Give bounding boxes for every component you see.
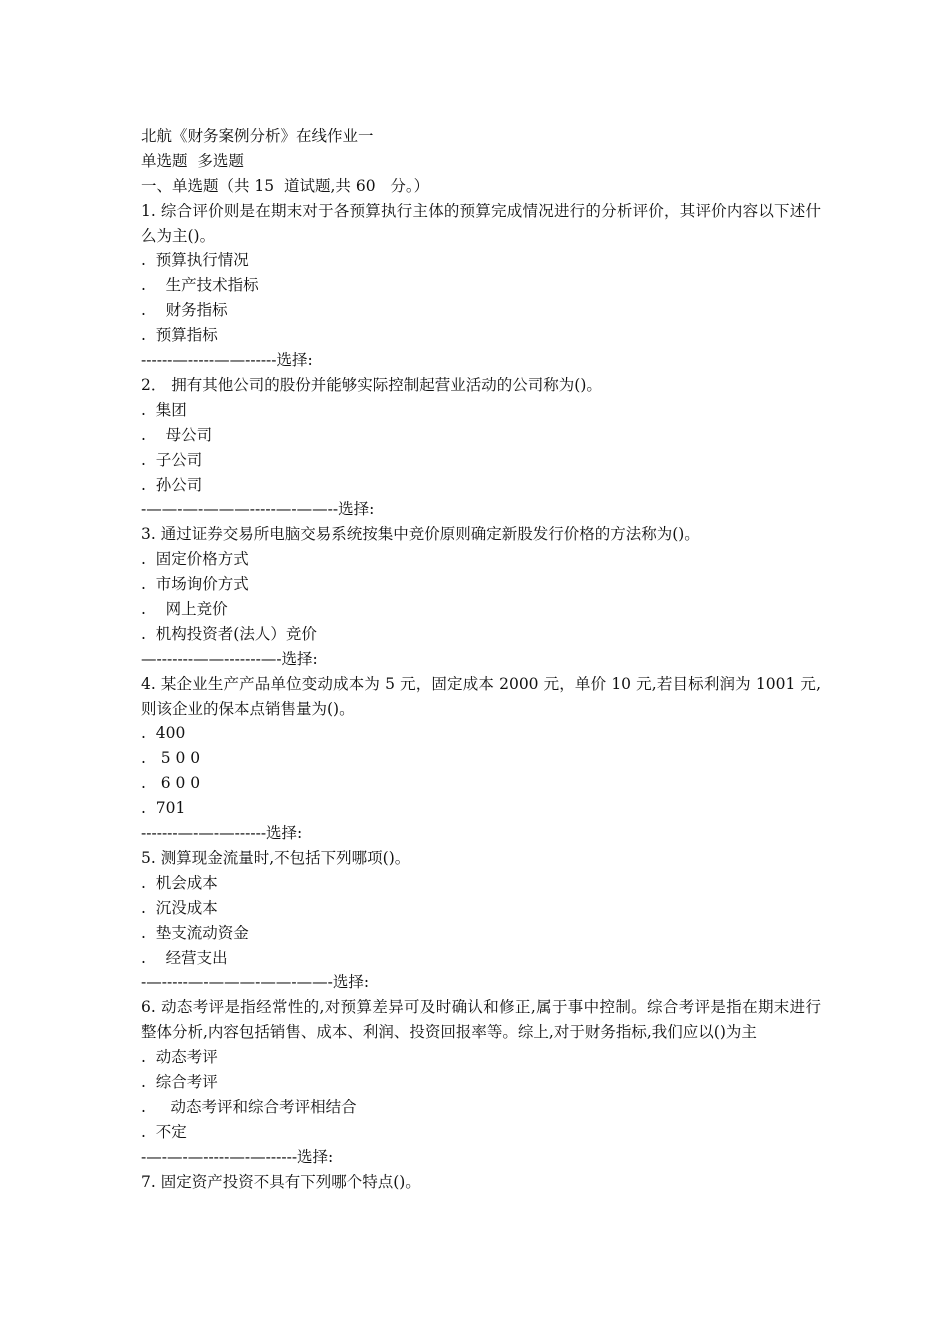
answer-separator: ------—-----——------选择:	[141, 351, 313, 370]
option-c: . 垫支流动资金	[141, 923, 249, 942]
answer-separator: -------—-—-—------选择:	[141, 824, 303, 843]
question-stem: 7. 固定资产投资不具有下列哪个特点()。	[141, 1172, 421, 1191]
question-stem: 1. 综合评价则是在期末对于各预算执行主体的预算完成情况进行的分析评价，其评价内容以下述什么为主()。	[141, 201, 821, 245]
question-stem: 5. 测算现金流量时,不包括下列哪项()。	[141, 848, 411, 867]
question-stem: 4. 某企业生产产品单位变动成本为 5 元，固定成本 2000 元，单价 10 元,若目标利润为 1001 元,则该企业的保本点销售量为()。	[141, 674, 821, 718]
option-a: . 集团	[141, 400, 187, 419]
document-title: 北航《财务案例分析》在线作业一	[141, 127, 374, 145]
option-c: . 6 0 0	[141, 774, 201, 793]
question-type-tabs: 单选题 多选题	[141, 151, 244, 170]
option-d: . 孙公司	[141, 475, 203, 494]
option-d: . 701	[141, 799, 186, 818]
option-d: . 机构投资者(法人）竞价	[141, 624, 317, 643]
option-a: . 固定价格方式	[141, 550, 249, 569]
option-c: . 子公司	[141, 450, 203, 469]
option-d: . 预算指标	[141, 326, 218, 345]
question-stem: 3. 通过证券交易所电脑交易系统按集中竞价原则确定新股发行价格的方法称为()。	[141, 525, 700, 544]
answer-separator: -——-—-———-----—-——--选择:	[141, 500, 375, 519]
option-b: . 市场询价方式	[141, 575, 249, 594]
option-a: . 机会成本	[141, 873, 218, 892]
option-a: . 400	[141, 724, 186, 743]
option-b: . 沉没成本	[141, 898, 218, 917]
option-b: . 5 0 0	[141, 749, 201, 768]
question-stem: 2． 拥有其他公司的股份并能够实际控制起营业活动的公司称为()。	[141, 375, 602, 394]
option-b: . 母公司	[141, 425, 213, 444]
option-c: . 动态考评和综合考评相结合	[141, 1097, 357, 1116]
answer-separator: -—-----—-———-——-——-选择:	[141, 973, 370, 992]
option-a: . 动态考评	[141, 1048, 218, 1067]
option-c: . 财务指标	[141, 301, 228, 320]
option-c: . 网上竞价	[141, 599, 228, 618]
question-stem: 6. 动态考评是指经常性的,对预算差异可及时确认和修正,属于事中控制。综合考评是指在期末进行整体分析,内容包括销售、成本、利润、投资回报率等。综上,对于财务指标,我们应以()为主	[141, 998, 821, 1042]
option-b: . 综合考评	[141, 1072, 218, 1091]
option-a: . 预算执行情况	[141, 251, 249, 270]
option-d: . 经营支出	[141, 948, 228, 967]
option-d: . 不定	[141, 1122, 187, 1141]
section-heading: 一、单选题（共 15 道试题,共 60 分。）	[141, 176, 430, 195]
document-page	[141, 124, 821, 1194]
answer-separator: —-------——-------—-选择:	[141, 649, 318, 668]
option-b: . 生产技术指标	[141, 276, 259, 295]
answer-separator: -—-—-—-----—-—------选择:	[141, 1147, 334, 1166]
